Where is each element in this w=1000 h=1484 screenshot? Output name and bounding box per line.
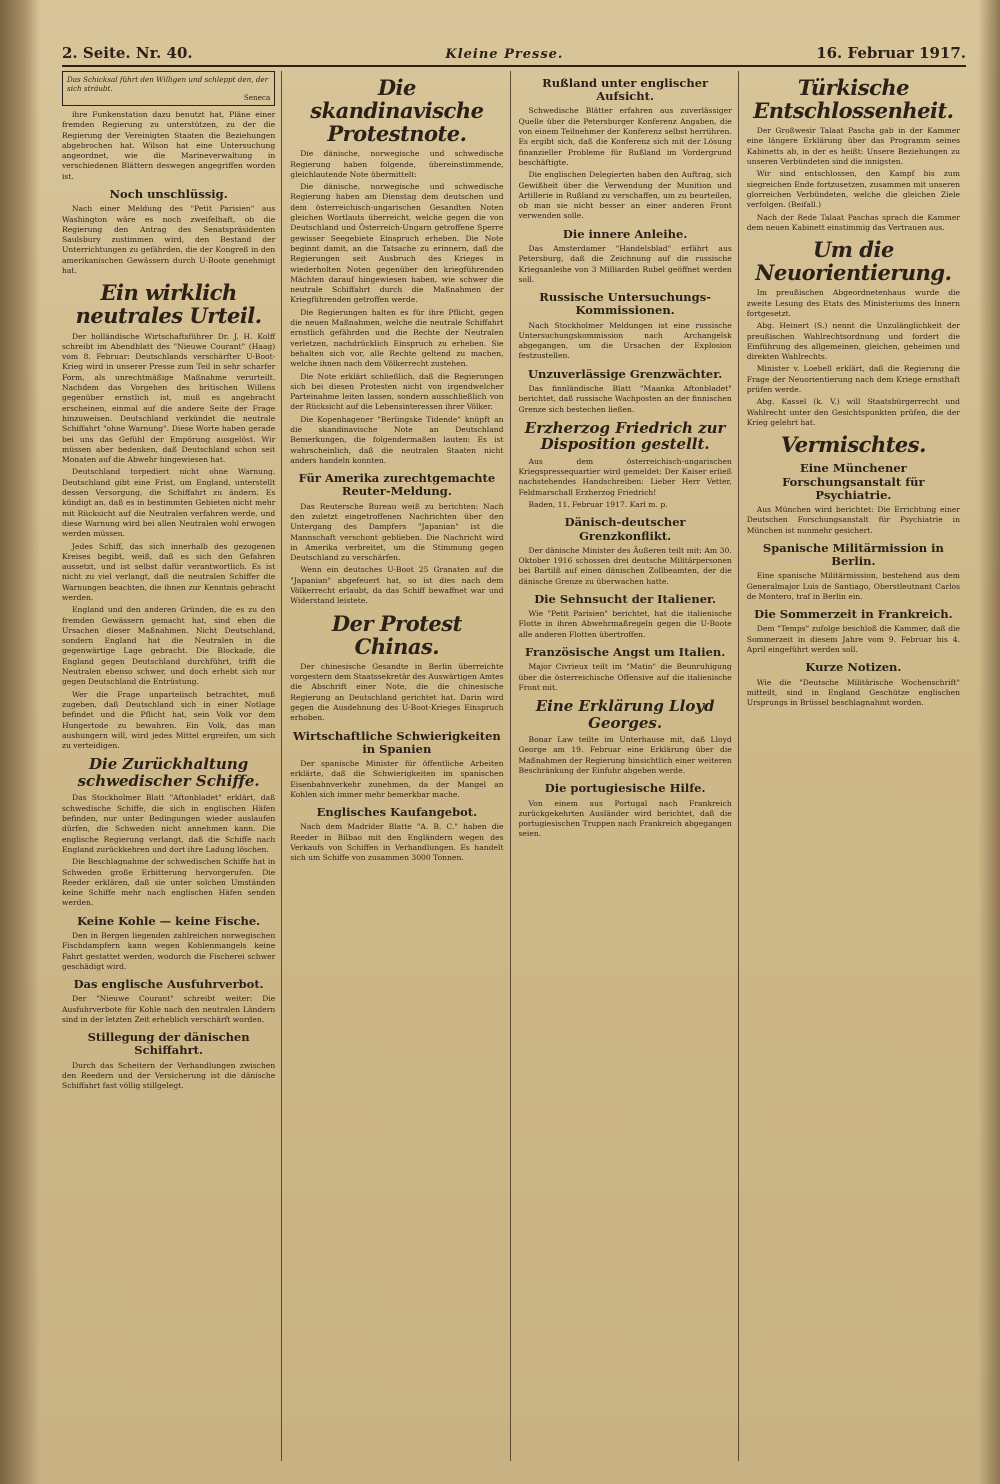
- article-subheading: Französische Angst um Italien.: [525, 645, 726, 660]
- article-paragraph: Das Amsterdamer "Handelsblad" erfährt aus Petersburg, daß die Zeichnung auf die russische Kriegsanleihe von 3 Milliarden Rubel geöffnet werden soll.: [518, 243, 732, 284]
- article-paragraph: Minister v. Loebell erklärt, daß die Regierung die Frage der Neuorientierung nach dem Kriege ernsthaft prüfen werde.: [746, 364, 960, 395]
- article-paragraph: Die dänische, norwegische und schwedische Regierung haben folgende, übereinstimmende, gleichlautende Note übermittelt:: [290, 149, 504, 179]
- masthead: [62, 44, 966, 67]
- article-paragraph: Das Reutersche Bureau weiß zu berichten: Nach den zuletzt eingetroffenen Nachrichten über den Untergang des Dampfers "Japanian" ist die Mannschaft verschont geblieben. Die Nachricht wird in Amerika verbreitet, um die Stimmung gegen Deutschland zu verschärfen.: [290, 501, 504, 563]
- article-paragraph: Eine spanische Militärmission, bestehend aus dem Generalmajor Luis de Santiago, Oberstleutnant Carlos de Montero, traf in Berlin ein.: [746, 571, 960, 601]
- column-1: [62, 71, 282, 1461]
- article-subheading: Unzuverlässige Grenzwächter.: [527, 366, 723, 381]
- article-paragraph: Die englischen Delegierten haben den Auftrag, sich Gewißheit über die Verwendung der Munition und Artillerie in Rußland zu verschaffen, um zu beurteilen, ob man sie nicht besser an einer anderen Front verwenden solle.: [518, 170, 732, 221]
- article-paragraph: Nach der Rede Talaat Paschas sprach die Kammer dem neuen Kabinett einstimmig das Vertrauen aus.: [746, 212, 960, 232]
- article-paragraph: ihre Funkenstation dazu benutzt hat, Pläne einer fremden Regierung zu unterstützen, zu der die Regierung der Vereinigten Staaten die Beziehungen abgebrochen hat. Wilson hat eine Untersuchung angeordnet, wie die Marineverwaltung in verschiedenen Blättern deswegen angegriffen worden ist.: [62, 110, 276, 181]
- article-subheading: Kurze Notizen.: [805, 660, 902, 675]
- article-subheading: Spanische Militärmission in Berlin.: [762, 540, 944, 569]
- article-headline: Erzherzog Friedrich zur Disposition gestellt.: [524, 418, 726, 454]
- article-paragraph: Die Kopenhagener "Berlingske Tidende" knüpft an die skandinavische Note an Deutschland Bemerkungen, die folgendermaßen lauten: Es ist wahrscheinlich, daß die neutralen Staaten nicht anders handeln konnten.: [290, 414, 504, 465]
- article-headline: Die skandinavische Protestnote.: [310, 75, 484, 147]
- article-paragraph: Abg. Kassel (k. V.) will Staatsbürgerrecht und Wahlrecht unter den Gesichtspunkten prüfen, die der Krieg gelehrt hat.: [746, 397, 960, 427]
- article-subheading: Russische Untersuchungs-Kommissionen.: [539, 290, 711, 318]
- article-headline: Der Protest Chinas.: [331, 610, 462, 659]
- column-4: [747, 71, 966, 1461]
- article-subheading: Stillegung der dänischen Schiffahrt.: [87, 1030, 250, 1058]
- article-headline: Die Zurückhaltung schwedischer Schiffe.: [77, 755, 260, 790]
- article-paragraph: Das Stockholmer Blatt "Aftonbladet" erklärt, daß schwedische Schiffe, die sich in englischen Häfen befinden, nur unter Bedingungen wieder auslaufen dürfen, die Schweden nicht annehmen kann. Die englische Regierung verlangt, daß die Schiffe nach England zurückkehren und dort ihre Ladung löschen.: [62, 793, 276, 854]
- article-subheading: Keine Kohle — keine Fische.: [77, 913, 261, 928]
- article-subheading: Noch unschlüssig.: [109, 187, 228, 202]
- article-paragraph: Durch das Scheitern der Verhandlungen zwischen den Reedern und der Versicherung ist die dänische Schiffahrt fast völlig stillgelegt.: [62, 1060, 276, 1091]
- article-subheading: Für Amerika zurechtgemachte Reuter-Meldung.: [298, 471, 496, 499]
- article-paragraph: Nach dem Madrider Blatte "A. B. C." haben die Reeder in Bilbao mit den Engländern wegen des Verkaufs von Schiffen in Verhandlungen. Es handelt sich um Schiffe von zusammen 3000 Tonnen.: [290, 822, 504, 863]
- article-paragraph: Den in Bergen liegenden zahlreichen norwegischen Fischdampfern kann wegen Kohlenmangels keine Fahrt gestattet werden, wodurch die Fischerei schwer geschädigt wird.: [62, 930, 276, 971]
- article-subheading: Wirtschaftliche Schwierigkeiten in Spanien: [292, 728, 501, 756]
- article-subheading: Rußland unter englischer Aufsicht.: [542, 76, 709, 104]
- article-headline: Ein wirklich neutrales Urteil.: [75, 280, 262, 329]
- article-paragraph: Die Note erklärt schließlich, daß die Regierungen sich bei diesen Protesten nicht von irgendwelcher Parteinahme leiten lassen, sondern ausschließlich von der Rücksicht auf die Lebensinteressen ihrer Völker.: [290, 371, 504, 412]
- page-number: 2. Seite. Nr. 40.: [62, 44, 193, 62]
- article-paragraph: Der Großwesir Talaat Pascha gab in der Kammer eine längere Erklärung über das Programm seines Kabinetts ab, in der es heißt: Unsere Beziehungen zu unseren Verbündeten sind die innigsten.: [746, 126, 960, 167]
- article-subheading: Die Sehnsucht der Italiener.: [534, 591, 717, 606]
- article-paragraph: Aus München wird berichtet: Die Errichtung einer Deutschen Forschungsanstalt für Psychiatrie in München ist nunmehr gesichert.: [746, 504, 960, 535]
- article-paragraph: Der spanische Minister für öffentliche Arbeiten erklärte, daß die Schwierigkeiten im spanischen Eisenbahnverkehr zunehmen, da der Mangel an Kohlen sich immer mehr bemerkbar mache.: [290, 759, 504, 799]
- article-subheading: Die portugiesische Hilfe.: [544, 781, 706, 796]
- article-paragraph: Aus dem österreichisch-ungarischen Kriegspressequartier wird gemeldet: Der Kaiser erließ nachstehendes Handschreiben: Lieber Herr Vetter, Feldmarschall Erzherzog Friedrich!: [518, 456, 732, 497]
- article-paragraph: Von einem aus Portugal nach Frankreich zurückgekehrten Ausländer wird berichtet, daß die portugiesischen Truppen nach Frankreich abgegangen seien.: [518, 798, 732, 839]
- article-paragraph: Der "Nieuwe Courant" schreibt weiter: Die Ausfuhrverbote für Kohle nach den neutralen Ländern sind in der letzten Zeit erheblich verschärft worden.: [62, 994, 276, 1024]
- article-subheading: Die innere Anleihe.: [562, 226, 688, 241]
- article-paragraph: Der chinesische Gesandte in Berlin überreichte vorgestern dem Staatssekretär des Auswärtigen Amtes die Abschrift einer Note, die die chinesische Regierung an Deutschland gerichtet hat. Darin wird gegen die Ausdehnung des U-Boot-Krieges Einspruch erhoben.: [290, 661, 504, 723]
- article-headline: Vermischtes.: [780, 432, 926, 458]
- article-subheading: Englisches Kaufangebot.: [316, 805, 478, 820]
- article-subheading: Die Sommerzeit in Frankreich.: [754, 607, 953, 622]
- article-paragraph: Der holländische Wirtschaftsführer Dr. J. H. Kolff schreibt im Abendblatt des "Nieuwe Courant" (Haag) vom 8. Februar: Deutschlands verschärfter U-Boot-Krieg wird in unserer Presse zum Teil in sehr scharfer Form, als unrechtmäßige Maßnahme verurteilt. Nachdem das Vorgehen des britischen Willens gegenüber ernstlich ist, muß es angebracht erscheinen, einmal auf die andere Seite der Frage hinzuweisen. Deutschland verkündet die neutrale Schiffahrt "ohne Warnung". Diese Worte haben gerade bei uns das Gefühl der Empörung ausgelöst. Wir müssen aber bedenken, daß Deutschland schon seit Monaten auf die Abwehr hingewiesen hat.: [62, 331, 276, 465]
- article-paragraph: Abg. Heinert (S.) nennt die Unzulänglichkeit der preußischen Wahlrechtsordnung und fordert die Einführung des allgemeinen, gleichen, geheimen und direkten Wahlrechts.: [746, 321, 960, 362]
- article-paragraph: Nach Stockholmer Meldungen ist eine russische Untersuchungskommission nach Archangelsk abgegangen, um die Ursachen der Explosion festzustellen.: [518, 320, 732, 361]
- paper-name: Kleine Presse.: [445, 47, 564, 62]
- article-paragraph: Die dänische, norwegische und schwedische Regierung haben am Dienstag dem deutschen und dem österreichisch-ungarischen Gesandten Noten gleichen Wortlauts überreicht, welche gegen die von Deutschland und Österreich-Ungarn getroffene Sperre gewisser Seegebiete Einspruch erheben. Die Note beginnt damit, an die Tatsache zu erinnern, daß die Regierungen seit Ausbruch des Krieges in wiederholten Noten gegenüber den kriegführenden Mächten darauf hingewiesen haben, wie schwer die neutrale Schiffahrt durch die Maßnahmen der Kriegführenden getroffen werde.: [290, 182, 504, 305]
- column-2: [290, 71, 510, 1461]
- article-paragraph: Dem "Temps" zufolge beschloß die Kammer, daß die Sommerzeit in diesem Jahre vom 9. Februar bis 4. April eingeführt werden soll.: [746, 624, 960, 654]
- article-paragraph: England und den anderen Gründen, die es zu den fremden Gewässern gemacht hat, sind eben die Ursachen dieser Maßnahmen. Nicht Deutschland, sondern England hat die Neutralen in die gegenwärtige Lage gebracht. Die Blockade, die England gegen Deutschland durchführt, trifft die Neutralen ebenso schwer, und doch erhebt sich nur gegen Deutschland die Entrüstung.: [62, 605, 276, 687]
- article-paragraph: Im preußischen Abgeordnetenhaus wurde die zweite Lesung des Etats des Ministeriums des Innern fortgesetzt.: [746, 288, 960, 318]
- article-paragraph: Das finnländische Blatt "Maanka Aftonbladet" berichtet, daß russische Wachposten an der finnischen Grenze sich bestechen ließen.: [518, 383, 732, 414]
- motto-box: [62, 71, 275, 106]
- article-paragraph: Deutschland torpediert nicht ohne Warnung. Deutschland gibt eine Frist, um England, unterstellt dessen Versorgung, die Schiffahrt zu ändern. Es kündigt an, daß es in bestimmten Gebieten nicht mehr mit Rücksicht auf die Neutralen verfahren werde, und diese Warnung wird bei allen Neutralen wohl erwogen werden müssen.: [62, 467, 276, 539]
- article-paragraph: Nach einer Meldung des "Petit Parisien" aus Washington wäre es noch zweifelhaft, ob die Regierung den Antrag des Senatspräsidenten Saulsbury zustimmen wird, den Bestand der Unterrichtungen zu gefährden, die der Kongreß in den amerikanischen Gewässern durch U-Boote genehmigt hat.: [62, 204, 276, 276]
- columns: [62, 71, 966, 1461]
- column-3: [519, 71, 739, 1461]
- article-subheading: Dänisch-deutscher Grenzkonflikt.: [564, 515, 686, 543]
- article-paragraph: Wie die "Deutsche Militärische Wochenschrift" mitteilt, sind in England Geschütze englischen Ursprungs in Brüssel beschlagnahmt worden.: [746, 677, 960, 708]
- article-paragraph: Wir sind entschlossen, den Kampf bis zum siegreichen Ende fortzusetzen, zusammen mit unseren glorreichen Verbündeten, welche die gleichen Ziele verfolgen. (Beifall.): [746, 169, 960, 210]
- article-paragraph: Bonar Law teilte im Unterhause mit, daß Lloyd George am 19. Februar eine Erklärung über die Maßnahmen der Regierung hinsichtlich einer weiteren Beschränkung der Einfuhr abgeben werde.: [518, 735, 732, 776]
- article-headline: Eine Erklärung Lloyd Georges.: [535, 697, 715, 732]
- article-paragraph: Baden, 11. Februar 1917. Karl m. p.: [528, 500, 668, 510]
- article-paragraph: Jedes Schiff, das sich innerhalb des gezogenen Kreises begibt, weiß, daß es sich den Gefahren aussetzt, und ist selbst dafür verantwortlich. Es ist nicht zu viel verlangt, daß die neutralen Schiffer die Warnungen beachten, die ihnen zur Kenntnis gebracht werden.: [62, 541, 276, 602]
- article-paragraph: Die Regierungen halten es für ihre Pflicht, gegen die neuen Maßnahmen, welche die neutrale Schiffahrt ernstlich gefährden und die Rechte der Neutralen verletzen, nachdrücklich Einspruch zu erheben. Sie behalten sich vor, alle Rechte geltend zu machen, welche ihnen nach dem Völkerrecht zustehen.: [290, 307, 504, 369]
- article-paragraph: Wie "Petit Parisien" berichtet, hat die italienische Flotte in ihren Abwehrmaßregeln gegen die U-Boote alle anderen Flotten übertroffen.: [518, 609, 732, 639]
- article-subheading: Das englische Ausfuhrverbot.: [73, 977, 264, 992]
- article-paragraph: Schwedische Blätter erfahren aus zuverlässiger Quelle über die Petersburger Konferenz Angaben, die von einem Teilnehmer der Konferenz selbst herrühren. Es ergibt sich, daß die Konferenz sich mit der Lösung finanzieller Probleme für Rußland im Vordergrund beschäftigte.: [518, 106, 732, 167]
- issue-date: 16. Februar 1917.: [816, 44, 966, 62]
- article-paragraph: Der dänische Minister des Äußeren teilt mit: Am 30. Oktober 1916 schossen drei deutsche Militärpersonen bei Bartilß auf einen dänischen Zollbeamten, der die dänische Grenze zu überwachen hatte.: [518, 545, 732, 586]
- motto-text: Das Schicksal führt den Willigen und schleppt den, der sich sträubt.: [67, 75, 269, 93]
- article-headline: Türkische Entschlossenheit.: [753, 75, 954, 124]
- article-paragraph: Wer die Frage unparteiisch betrachtet, muß zugeben, daß Deutschland sich in einer Notlage befindet und die Pflicht hat, sein Volk vor dem Hungertode zu bewahren. Ein Volk, das man aushungern will, wird jedes Mittel ergreifen, um sich zu verteidigen.: [62, 689, 276, 751]
- article-subheading: Eine Münchener Forschungsanstalt für Psychiatrie.: [782, 461, 925, 502]
- motto-author: Seneca: [243, 93, 271, 102]
- article-paragraph: Die Beschlagnahme der schwedischen Schiffe hat in Schweden große Erbitterung hervorgerufen. Die Reeder erklären, daß sie unter solchen Umständen keine Schiffe mehr nach englischen Häfen senden werden.: [62, 857, 276, 908]
- article-paragraph: Wenn ein deutsches U-Boot 25 Granaten auf die "Japanian" abgefeuert hat, so ist dies nach dem Völkerrecht erlaubt, da das Schiff bewaffnet war und Widerstand leistete.: [290, 565, 504, 606]
- article-paragraph: Major Civrieux teilt im "Matin" die Beunruhigung über die österreichische Offensive auf die italienische Front mit.: [518, 662, 732, 692]
- article-headline: Um die Neuorientierung.: [755, 237, 952, 286]
